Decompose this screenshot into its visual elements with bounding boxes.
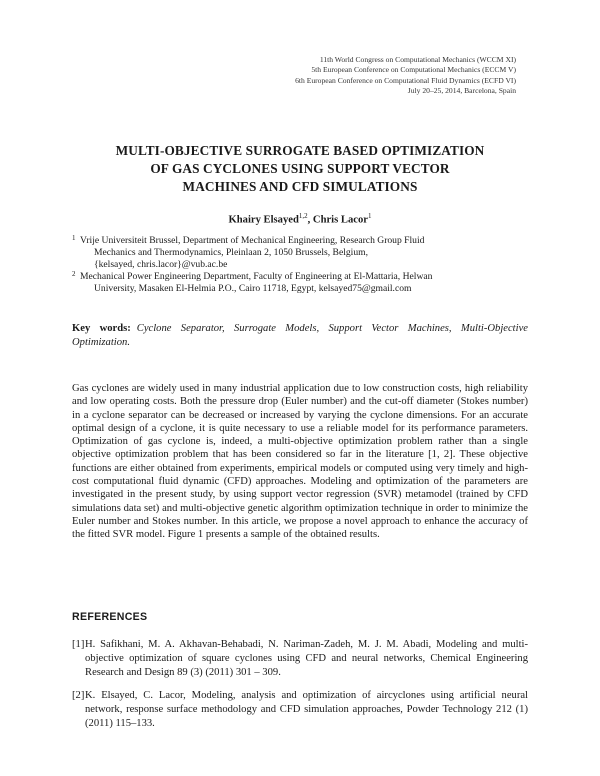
conference-line: 6th European Conference on Computational Fluid Dynamics (ECFD VI)	[295, 75, 516, 85]
title-line: OF GAS CYCLONES USING SUPPORT VECTOR	[150, 161, 450, 176]
reference-text: H. Safikhani, M. A. Akhavan-Behabadi, N. Nariman-Zadeh, M. J. M. Abadi, Modeling and multi-objective optimization of square cyclones using CFD and neural networks, Chemical Engineering Research and Design 89 (3) (2011) 301 – 309.	[85, 639, 528, 679]
paper-title	[60, 142, 540, 196]
author-separator: ,	[307, 214, 313, 226]
affiliation-number: 2	[72, 270, 76, 278]
keywords	[72, 322, 528, 349]
author-name: Chris Lacor	[312, 214, 368, 226]
keywords-text: Cyclone Separator, Surrogate Models, Support Vector Machines, Multi-Objective Optimization.	[72, 323, 528, 348]
author-name: Khairy Elsayed	[228, 214, 299, 226]
affiliation-number: 1	[72, 234, 76, 242]
reference-item	[72, 638, 528, 681]
conference-line: 5th European Conference on Computational Mechanics (ECCM V)	[311, 65, 516, 75]
abstract-paragraph: Gas cyclones are widely used in many industrial application due to low construction costs, high reliability and low operating costs. Both the pressure drop (Euler number) and the cut-off diameter (Stokes number) in a cyclone separator can be decreased or increased by varying the cyclone dimensions. For an accurate optimal design of a cyclone, it is quite necessary to use a reliable model for its performance parameters. Optimization of gas cyclone is, indeed, a multi-objective optimization problem rather than a single objective optimization problem that has been considered so far in the literature [1, 2]. These objective functions are either obtained from experiments, empirical models or computed using very timely and high-cost computational fluid dynamic (CFD) approaches. Modeling and optimization of the parameters are investigated in the present study, by using support vector regression (SVR) metamodel (trained by CFD simulations data set) and multi-objective genetic algorithm optimization technique in order to minimize the Euler number and Stokes number. In this article, we propose a novel approach to enhance the accuracy of the fitted SVR model. Figure 1 presents a sample of the obtained results.	[72, 383, 528, 541]
conference-line: 11th World Congress on Computational Mechanics (WCCM XI)	[319, 55, 516, 64]
affiliation-line: Mechanical Power Engineering Department, Faculty of Engineering at El-Mattaria, Helwan	[80, 271, 433, 282]
conference-header	[156, 55, 516, 97]
references-heading: REFERENCES	[72, 611, 148, 623]
reference-index: [1]	[72, 639, 85, 650]
affiliation-line: Vrije Universiteit Brussel, Department of Mechanical Engineering, Research Group Fluid	[80, 235, 425, 246]
affiliation-line: Mechanics and Thermodynamics, Pleinlaan 2, 1050 Brussels, Belgium,	[94, 247, 368, 259]
reference-item	[72, 689, 528, 732]
author-affiliation-marker: 1,2	[298, 212, 308, 220]
title-line: MULTI-OBJECTIVE SURROGATE BASED OPTIMIZATION	[115, 143, 485, 158]
affiliation-line: University, Masaken El-Helmia P.O., Cairo 11718, Egypt, kelsayed75@gmail.com	[94, 283, 412, 295]
reference-text: K. Elsayed, C. Lacor, Modeling, analysis and optimization of aircyclones using artificial neural network, response surface methodology and CFD simulation approaches, Powder Technology 212 (1) (2011) 115–133.	[85, 690, 528, 730]
author-list	[60, 212, 540, 226]
conference-date-location: July 20–25, 2014, Barcelona, Spain	[407, 86, 516, 96]
affiliation	[72, 234, 524, 272]
author-affiliation-marker: 1	[367, 212, 372, 220]
affiliation	[72, 270, 524, 295]
affiliation-email: {kelsayed, chris.lacor}@vub.ac.be	[94, 259, 228, 271]
title-line: MACHINES AND CFD SIMULATIONS	[182, 179, 418, 194]
reference-index: [2]	[72, 690, 85, 701]
keywords-label: Key words:	[72, 323, 131, 334]
